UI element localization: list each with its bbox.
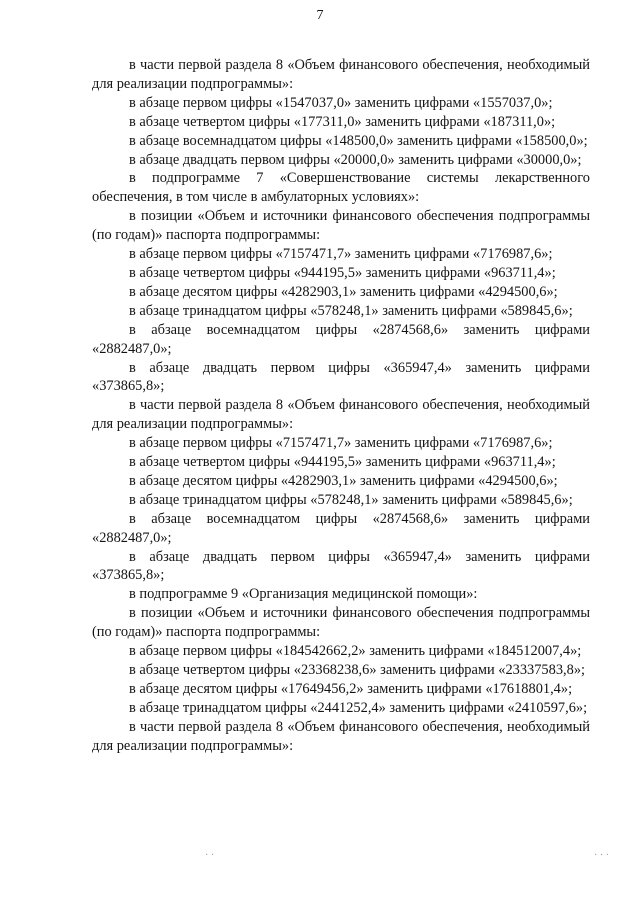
paragraph: в абзаце десятом цифры «4282903,1» заменить цифрами «4294500,6»; bbox=[129, 472, 558, 489]
paragraph: в абзаце восемнадцатом цифры «148500,0» заменить цифрами «158500,0»; bbox=[129, 132, 588, 149]
paragraph: в части первой раздела 8 «Объем финансового обеспечения, необходимый для реализации подпрограммы»: bbox=[92, 57, 590, 92]
scan-artifact: · · · bbox=[594, 850, 609, 861]
paragraph: в абзаце тринадцатом цифры «2441252,4» заменить цифрами «2410597,6»; bbox=[129, 699, 588, 716]
paragraph: в части первой раздела 8 «Объем финансового обеспечения, необходимый для реализации подпрограммы»: bbox=[92, 397, 590, 433]
paragraph: в абзаце первом цифры «7157471,7» заменить цифрами «7176987,6»; bbox=[129, 435, 553, 452]
paragraph: в абзаце четвертом цифры «944195,5» заменить цифрами «963711,4»; bbox=[129, 454, 556, 471]
paragraph: в подпрограмме 9 «Организация медицинской помощи»: bbox=[129, 586, 478, 603]
paragraph: в абзаце двадцать первом цифры «365947,4» заменить цифрами «373865,8»; bbox=[92, 548, 590, 584]
paragraph: в позиции «Объем и источники финансового обеспечения подпрограммы (по годам)» паспорта подпрограммы: bbox=[92, 605, 590, 641]
paragraph: в абзаце двадцать первом цифры «365947,4» заменить цифрами «373865,8»; bbox=[92, 359, 590, 395]
paragraph: в абзаце первом цифры «7157471,7» заменить цифрами «7176987,6»; bbox=[129, 246, 553, 263]
paragraph: в абзаце первом цифры «184542662,2» заменить цифрами «184512007,4»; bbox=[129, 643, 582, 660]
paragraph: в абзаце восемнадцатом цифры «2874568,6» заменить цифрами «2882487,0»; bbox=[92, 321, 590, 357]
scan-artifact: · · bbox=[205, 850, 215, 861]
paragraph: в позиции «Объем и источники финансового обеспечения подпрограммы (по годам)» паспорта подпрограммы: bbox=[92, 208, 590, 244]
paragraph: в абзаце восемнадцатом цифры «2874568,6» заменить цифрами «2882487,0»; bbox=[92, 510, 590, 546]
paragraph: в абзаце четвертом цифры «177311,0» заменить цифрами «187311,0»; bbox=[129, 113, 556, 130]
document-body bbox=[92, 56, 590, 756]
paragraph: в абзаце десятом цифры «4282903,1» заменить цифрами «4294500,6»; bbox=[129, 283, 558, 300]
paragraph: в абзаце четвертом цифры «944195,5» заменить цифрами «963711,4»; bbox=[129, 264, 556, 281]
paragraph: в абзаце первом цифры «1547037,0» заменить цифрами «1557037,0»; bbox=[129, 94, 553, 111]
page-number: 7 bbox=[316, 8, 324, 23]
paragraph: в абзаце четвертом цифры «23368238,6» заменить цифрами «23337583,8»; bbox=[129, 662, 586, 678]
paragraph: в подпрограмме 7 «Совершенствование системы лекарственного обеспечения, в том числе в амбулаторных условиях»: bbox=[92, 170, 590, 206]
paragraph: в абзаце двадцать первом цифры «20000,0» заменить цифрами «30000,0»; bbox=[129, 151, 582, 168]
paragraph: в абзаце десятом цифры «17649456,2» заменить цифрами «17618801,4»; bbox=[129, 680, 573, 697]
paragraph: в абзаце тринадцатом цифры «578248,1» заменить цифрами «589845,6»; bbox=[129, 302, 573, 319]
paragraph: в части первой раздела 8 «Объем финансового обеспечения, необходимый для реализации подпрограммы»: bbox=[92, 718, 590, 754]
paragraph: в абзаце тринадцатом цифры «578248,1» заменить цифрами «589845,6»; bbox=[129, 491, 573, 508]
